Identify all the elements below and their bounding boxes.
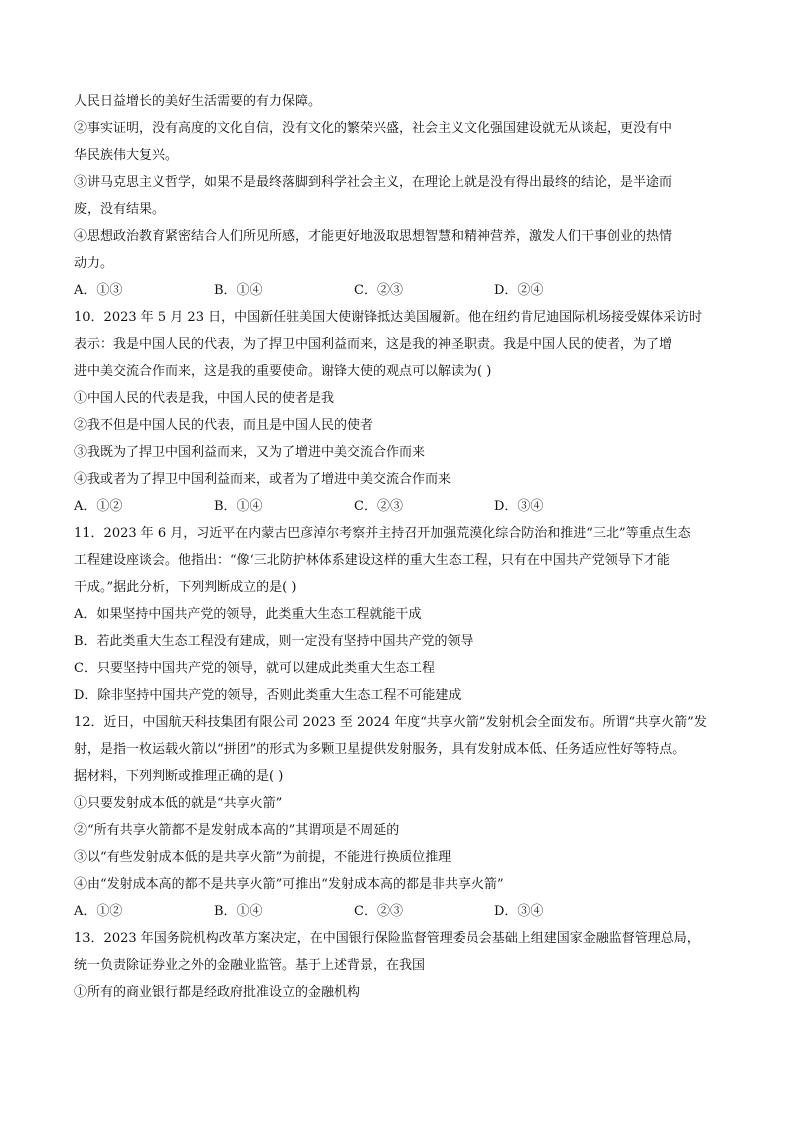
option-a: A．①③: [74, 283, 123, 298]
option-c: C．②③: [354, 283, 403, 298]
text-line: 表示：我是中国人民的代表，为了捍卫中国利益而来，这是我的神圣职责。我是中国人民的使者，为了增: [74, 337, 673, 352]
text-line: 据材料，下列判断或推理正确的是( ): [74, 769, 284, 784]
question-10: [74, 304, 726, 520]
option-d: D．③④: [494, 499, 544, 514]
option-d: D．③④: [494, 904, 544, 919]
option-b: B．①④: [214, 283, 263, 298]
text-line: ④思想政治教育紧密结合人们所见所感，才能更好地汲取思想智慧和精神营养，激发人们干事创业的热情: [74, 229, 673, 244]
q9-continuation: [74, 88, 726, 304]
option-a: A．①②: [74, 499, 123, 514]
text-line: ②“所有共享火箭都不是发射成本高的”其谓项是不周延的: [74, 823, 400, 838]
option-c: C．②③: [354, 499, 403, 514]
text-line: 进中美交流合作而来，这是我的重要使命。谢锋大使的观点可以解读为( ): [74, 364, 492, 379]
text-line: ④我或者为了捍卫中国利益而来，或者为了增进中美交流合作而来: [74, 472, 452, 487]
text-line: 10．2023 年 5 月 23 日，中国新任驻美国大使谢锋抵达美国履新。他在纽约肯尼迪国际机场接受媒体采访时: [74, 310, 703, 325]
text-line: ①只要发射成本低的就是“共享火箭”: [74, 796, 283, 811]
option-c: C．只要坚持中国共产党的领导，就可以建成此类重大生态工程: [74, 661, 435, 676]
text-line: ③我既为了捍卫中国利益而来，又为了增进中美交流合作而来: [74, 445, 426, 460]
text-line: ③以“有些发射成本低的是共享火箭”为前提，不能进行换质位推理: [74, 850, 452, 865]
text-line: 废，没有结果。: [74, 202, 166, 217]
option-b: B．①④: [214, 904, 263, 919]
q9-options: [74, 277, 726, 304]
question-11: [74, 520, 726, 709]
text-line: 华民族伟大复兴。: [74, 148, 179, 163]
text-line: 12．近日，中国航天科技集团有限公司 2023 至 2024 年度“共享火箭”发射机会全面发布。所谓“共享火箭”发: [74, 715, 707, 730]
text-line: 11．2023 年 6 月，习近平在内蒙古巴彦淖尔考察并主持召开加强荒漠化综合防治和推进“三北”等重点生态: [74, 526, 691, 541]
option-c: C．②③: [354, 904, 403, 919]
q10-options: [74, 493, 726, 520]
text-line: ④由“发射成本高的都不是共享火箭”可推出“发射成本高的都是非共享火箭”: [74, 877, 504, 892]
option-d: D．②④: [494, 283, 544, 298]
text-line: ②事实证明，没有高度的文化自信，没有文化的繁荣兴盛，社会主义文化强国建设就无从谈起，更没有中: [74, 121, 673, 136]
text-line: ③讲马克思主义哲学，如果不是最终落脚到科学社会主义，在理论上就是没有得出最终的结论，是半途而: [74, 175, 673, 190]
option-a: A．①②: [74, 904, 123, 919]
text-line: 射，是指一枚运载火箭以“拼团”的形式为多颗卫星提供发射服务，具有发射成本低、任务适应性好等特点。: [74, 742, 686, 757]
question-13: [74, 925, 726, 1006]
text-line: ①中国人民的代表是我，中国人民的使者是我: [74, 391, 335, 406]
option-b: B．①④: [214, 499, 263, 514]
text-line: 动力。: [74, 256, 114, 271]
text-line: ①所有的商业银行都是经政府批准设立的金融机构: [74, 985, 361, 1000]
q12-options: [74, 898, 726, 925]
text-line: 13．2023 年国务院机构改革方案决定，在中国银行保险监督管理委员会基础上组建国家金融监督管理总局，: [74, 931, 700, 946]
text-line: ②我不但是中国人民的代表，而且是中国人民的使者: [74, 418, 374, 433]
document-page: [74, 88, 726, 1006]
text-line: 干成。”据此分析，下列判断成立的是( ): [74, 580, 297, 595]
question-12: [74, 709, 726, 925]
text-line: 人民日益增长的美好生活需要的有力保障。: [74, 94, 322, 109]
option-a: A．如果坚持中国共产党的领导，此类重大生态工程就能干成: [74, 607, 422, 622]
text-line: 工程建设座谈会。他指出：“像‘三北防护林体系建设这样的重大生态工程，只有在中国共产党领导下才能: [74, 553, 670, 568]
option-b: B．若此类重大生态工程没有建成，则一定没有坚持中国共产党的领导: [74, 634, 474, 649]
text-line: 统一负责除证券业之外的金融业监管。基于上述背景，在我国: [74, 958, 426, 973]
option-d: D．除非坚持中国共产党的领导，否则此类重大生态工程不可能建成: [74, 688, 462, 703]
